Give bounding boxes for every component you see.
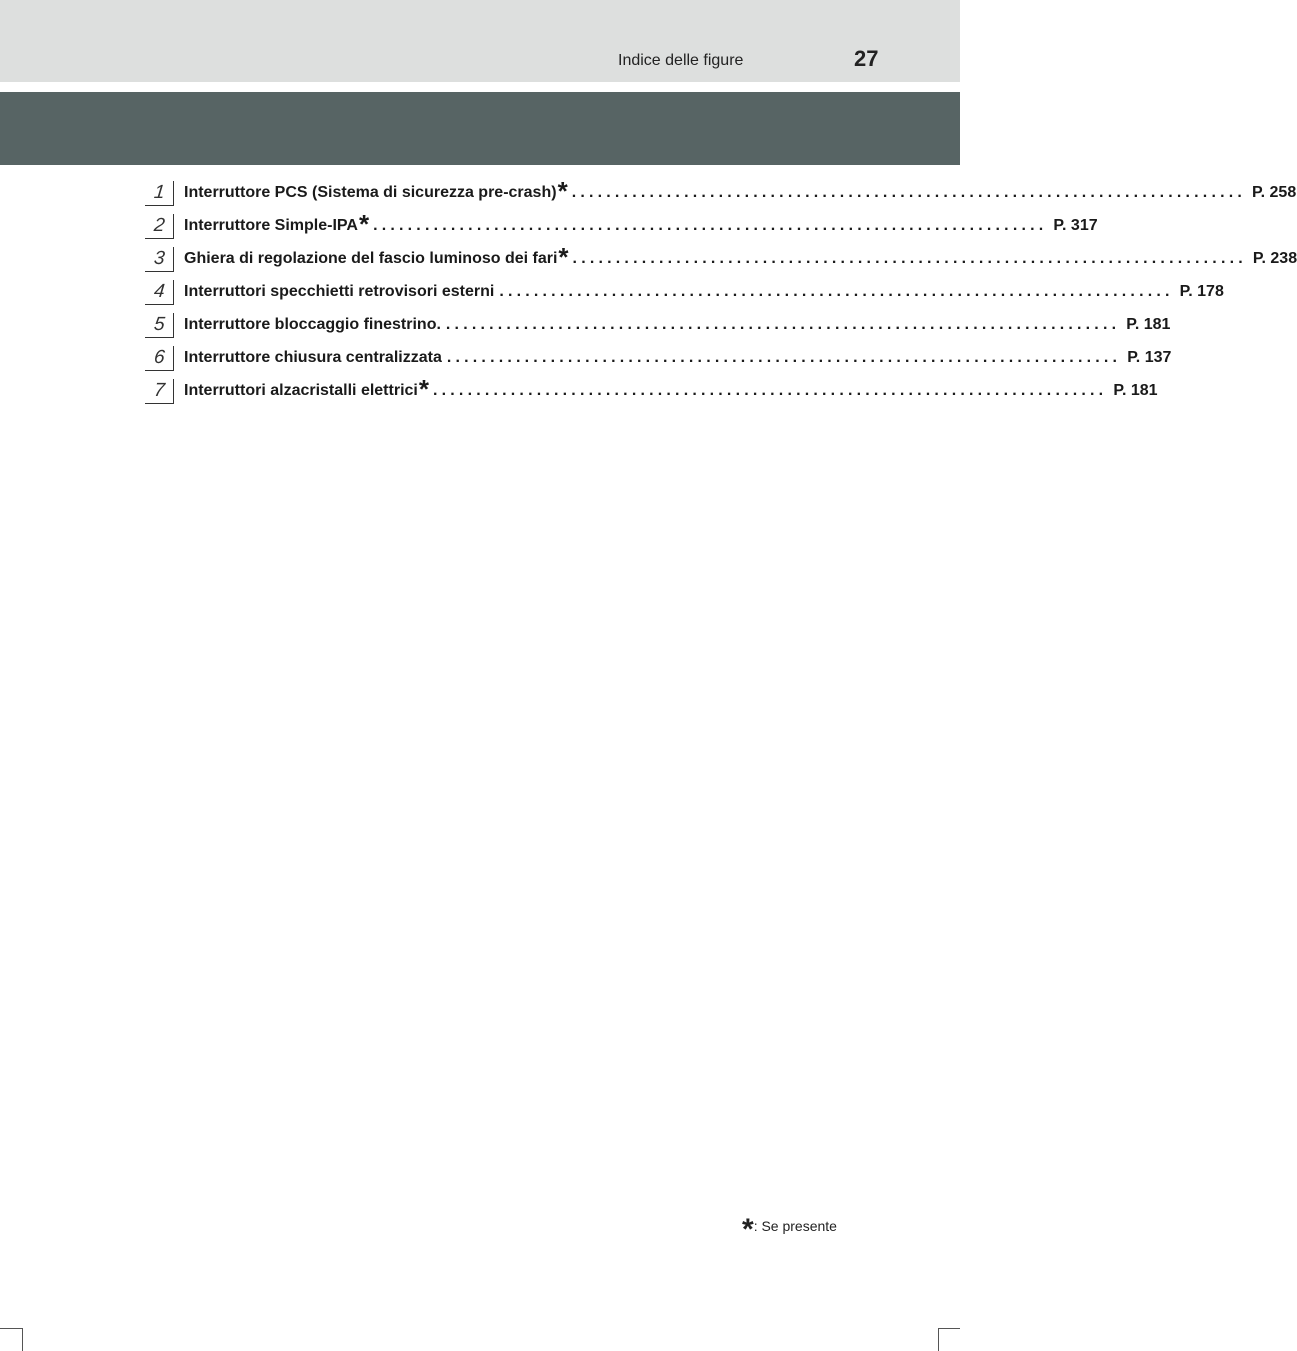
dot-leader: .............................................................................. (445, 315, 1121, 333)
list-item (144, 208, 1098, 242)
page-reference[interactable]: P. 238 (1252, 249, 1297, 267)
item-number-badge: 6 (144, 347, 174, 369)
optional-star-icon: * (557, 175, 568, 206)
dot-leader: .............................................................................. (499, 282, 1174, 300)
header-band (0, 0, 960, 82)
dot-leader: .............................................................................. (572, 249, 1247, 267)
crop-mark (0, 1328, 22, 1329)
item-number-badge: 4 (144, 281, 174, 303)
page-reference[interactable]: P. 178 (1179, 282, 1224, 300)
item-label: Interruttore PCS (Sistema di sicurezza pre-crash)* (184, 175, 568, 206)
list-item (144, 175, 1297, 209)
header-dark-band (0, 92, 960, 165)
item-number-badge: 7 (144, 380, 174, 402)
item-label: Ghiera di regolazione del fascio luminoso dei fari* (184, 241, 569, 272)
footnote-text: : Se presente (753, 1218, 837, 1234)
list-item (144, 241, 1297, 275)
page-reference[interactable]: P. 317 (1053, 216, 1098, 234)
optional-star-icon: * (558, 241, 569, 272)
item-label: Interruttori alzacristalli elettrici* (184, 373, 429, 404)
crop-mark (22, 1328, 23, 1351)
footnote (742, 1213, 837, 1246)
dot-leader: .............................................................................. (373, 216, 1048, 234)
page-reference[interactable]: P. 181 (1126, 315, 1171, 333)
list-item (144, 373, 1158, 407)
item-number-badge: 3 (144, 248, 174, 270)
crop-mark (938, 1328, 960, 1329)
item-label: Interruttore bloccaggio finestrino. (184, 315, 441, 333)
dot-leader: .............................................................................. (571, 183, 1247, 201)
crop-mark (938, 1328, 939, 1351)
page-reference[interactable]: P. 258 (1252, 183, 1297, 201)
optional-star-icon: * (358, 208, 370, 239)
page-reference[interactable]: P. 181 (1113, 381, 1158, 399)
list-item (144, 341, 1172, 374)
figure-index-list (144, 175, 1297, 407)
item-number-badge: 1 (144, 182, 174, 204)
list-item (144, 275, 1224, 308)
page-reference[interactable]: P. 137 (1127, 348, 1172, 366)
item-label: Interruttore chiusura centralizzata (184, 348, 442, 366)
item-number-badge: 2 (144, 215, 174, 237)
item-label: Interruttore Simple-IPA* (184, 208, 370, 239)
dot-leader: .............................................................................. (432, 381, 1108, 399)
footnote-star-icon: * (742, 1213, 754, 1246)
dot-leader: .............................................................................. (446, 348, 1122, 366)
optional-star-icon: * (418, 373, 429, 404)
item-label: Interruttori specchietti retrovisori esterni (184, 282, 495, 300)
list-item (144, 308, 1171, 341)
page-number: 27 (854, 46, 879, 71)
item-number-badge: 5 (144, 314, 174, 336)
section-title: Indice delle figure (618, 52, 744, 69)
